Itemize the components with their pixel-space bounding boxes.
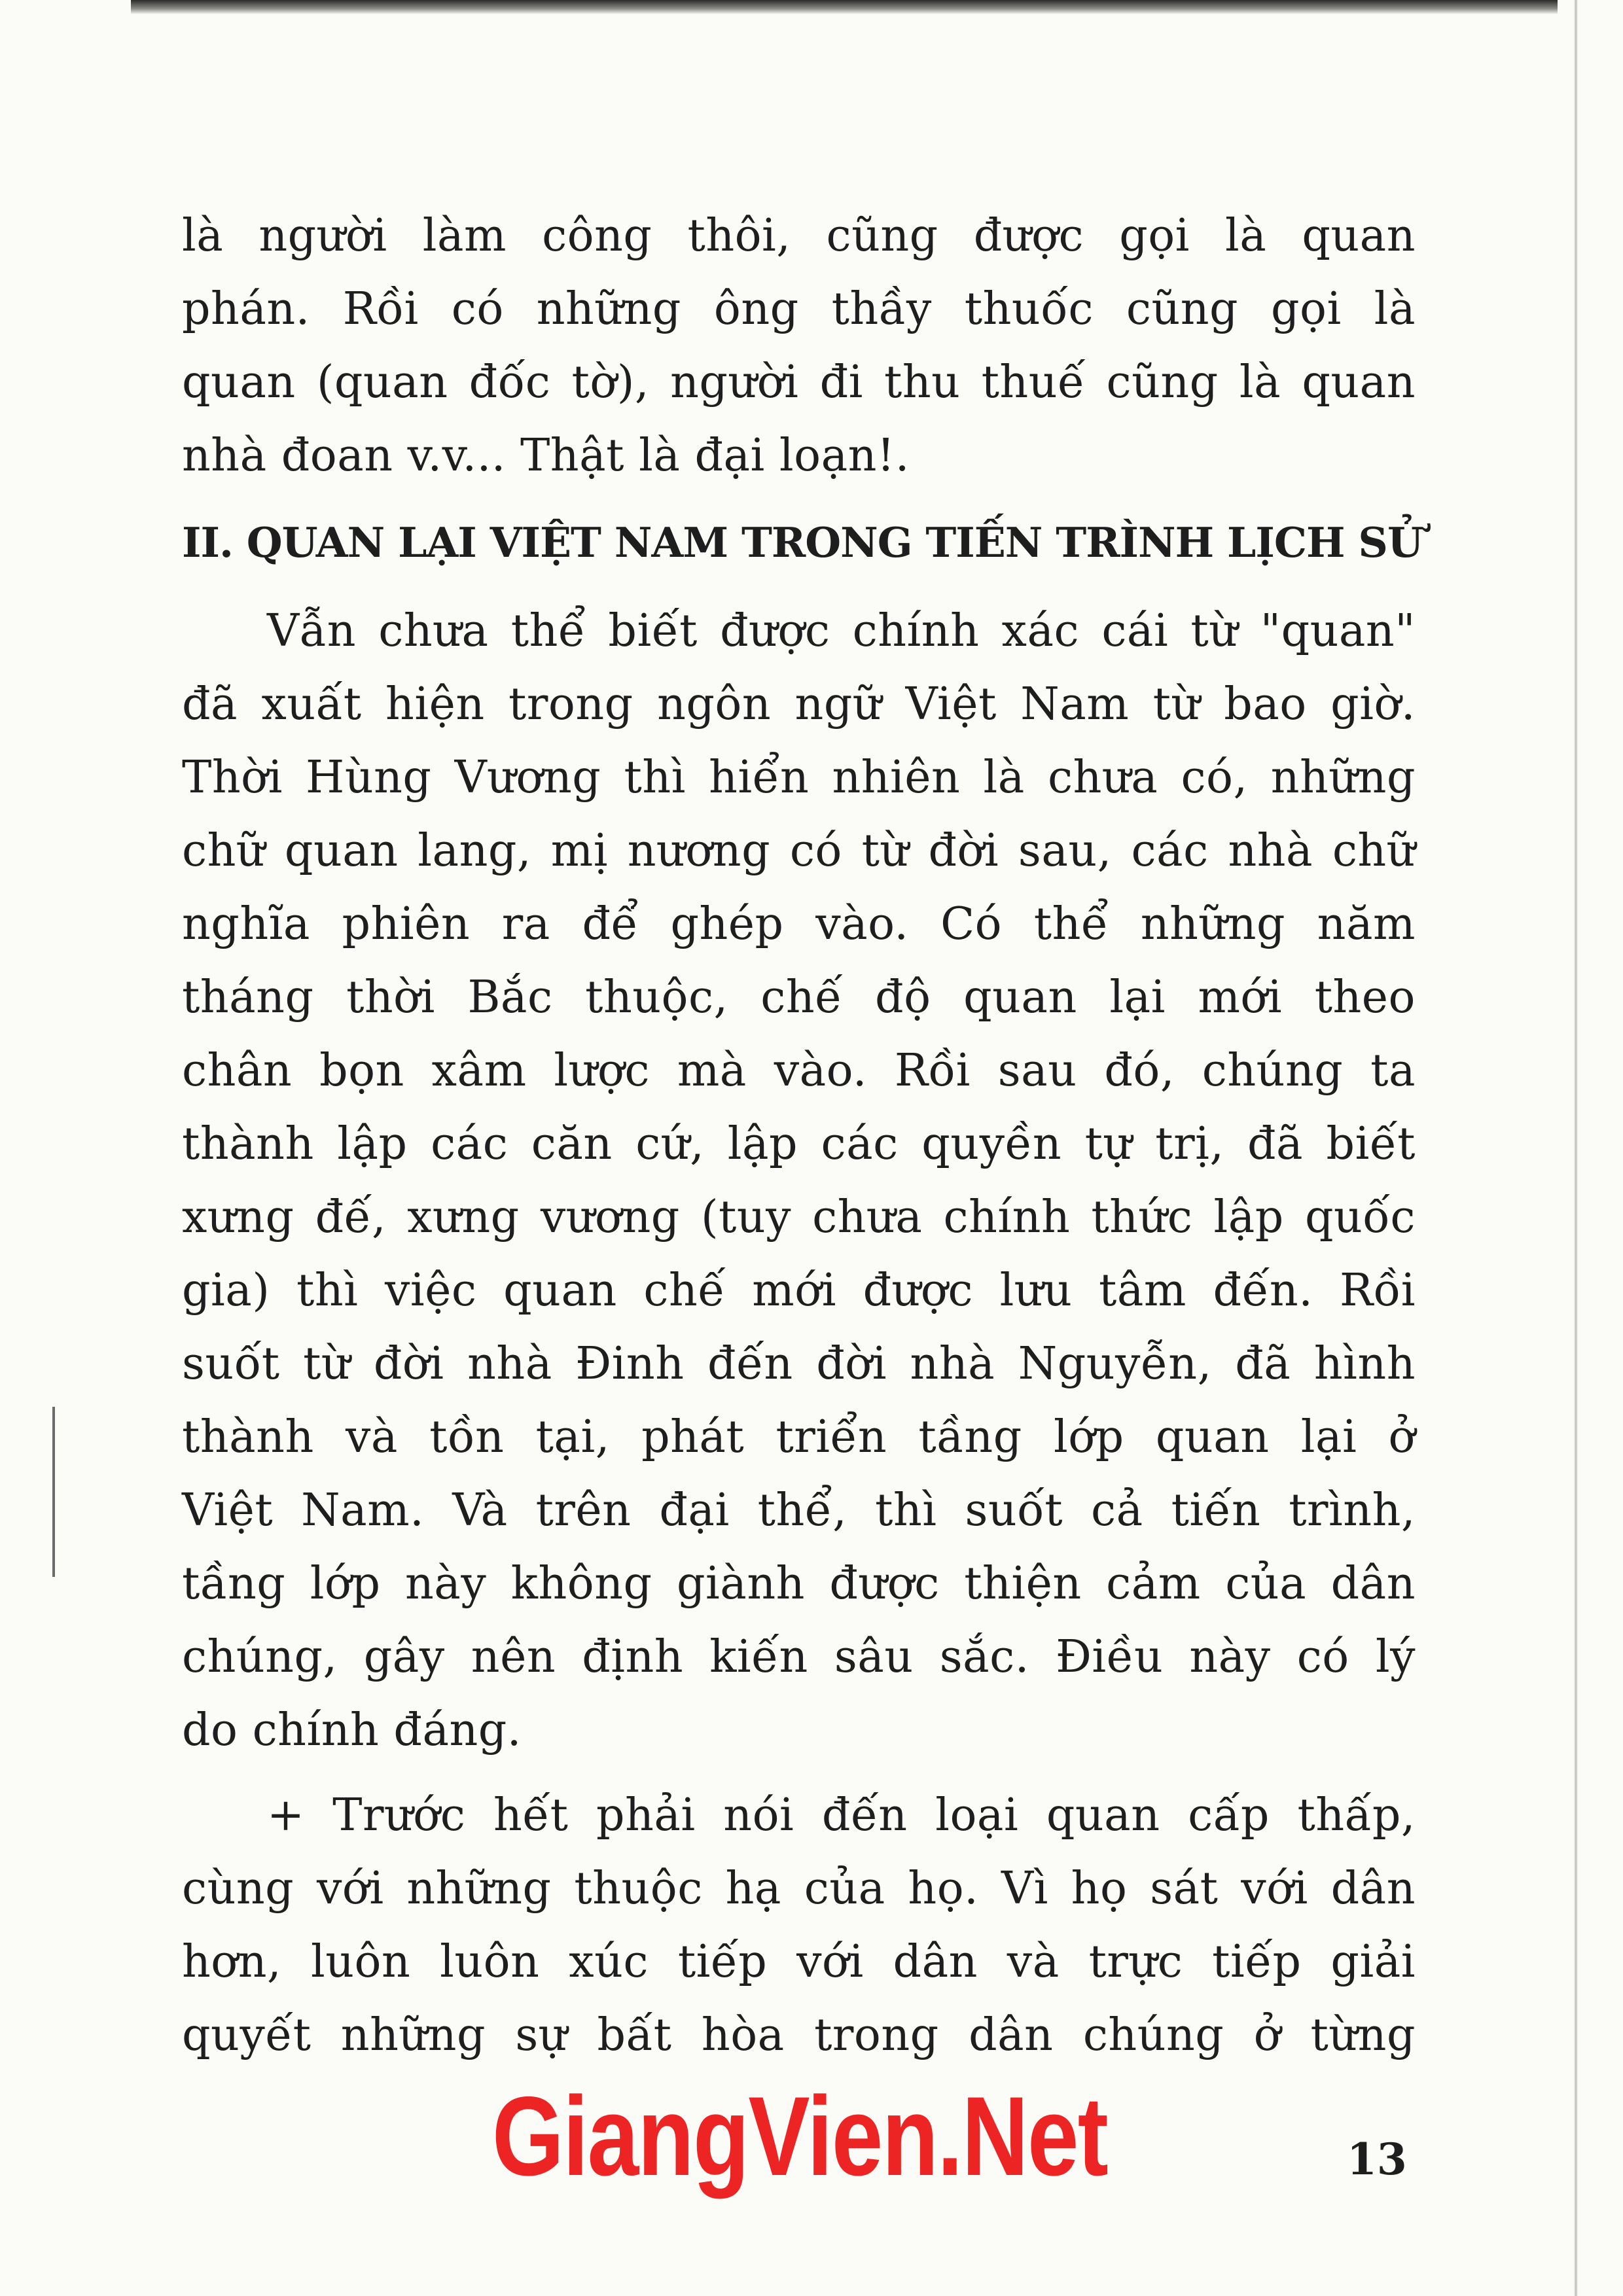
page-right-edge <box>1574 0 1578 2296</box>
text-line: do chính đáng. <box>182 1704 522 1756</box>
text-line: xưng đế, xưng vương (tuy chưa chính thức lập quốc <box>182 1192 1416 1243</box>
text-line: Việt Nam. Và trên đại thể, thì suốt cả tiến trình, <box>182 1485 1416 1536</box>
text-line: chữ quan lang, mị nương có từ đời sau, các nhà chữ <box>182 825 1416 877</box>
text-line: chân bọn xâm lược mà vào. Rồi sau đó, chúng ta <box>182 1045 1416 1097</box>
page-text <box>182 200 1423 2072</box>
text-line: hơn, luôn luôn xúc tiếp với dân và trực tiếp giải <box>182 1936 1416 1988</box>
text-line: gia) thì việc quan chế mới được lưu tâm đến. Rồi <box>182 1265 1416 1316</box>
section-heading: II. QUAN LẠI VIỆT NAM TRONG TIẾN TRÌNH LỊCH SỬ <box>182 518 1423 567</box>
text-line: chúng, gây nên định kiến sâu sắc. Điều này có lý <box>182 1631 1416 1683</box>
text-line: là người làm công thôi, cũng được gọi là quan <box>182 210 1416 262</box>
paragraph-gap <box>182 1767 1416 1779</box>
scan-margin-mark <box>52 1407 55 1577</box>
text-line: Vẫn chưa thể biết được chính xác cái từ "quan" <box>267 605 1416 657</box>
text-line: quyết những sự bất hòa trong dân chúng ở từng <box>182 2009 1416 2061</box>
text-line: cùng với những thuộc hạ của họ. Vì họ sát với dân <box>182 1863 1416 1915</box>
text-line: nghĩa phiên ra để ghép vào. Có thể những năm <box>182 898 1416 950</box>
page-top-edge <box>131 0 1558 14</box>
text-line: thành lập các căn cứ, lập các quyền tự trị, đã biết <box>182 1118 1416 1170</box>
watermark-logo: GiangVien.Net <box>492 2074 1108 2199</box>
text-line: suốt từ đời nhà Đinh đến đời nhà Nguyễn, đã hình <box>182 1338 1416 1390</box>
text-line: đã xuất hiện trong ngôn ngữ Việt Nam từ bao giờ. <box>182 679 1416 730</box>
text-line: tháng thời Bắc thuộc, chế độ quan lại mới theo <box>182 972 1416 1023</box>
text-line: tầng lớp này không giành được thiện cảm của dân <box>182 1558 1416 1610</box>
text-line: Thời Hùng Vương thì hiển nhiên là chưa có, những <box>182 752 1416 804</box>
text-line: quan (quan đốc tờ), người đi thu thuế cũng là quan <box>182 357 1416 408</box>
text-line: thành và tồn tại, phát triển tầng lớp quan lại ở <box>182 1411 1416 1463</box>
page-number: 13 <box>1347 2134 1407 2185</box>
text-line: phán. Rồi có những ông thầy thuốc cũng gọi là <box>182 283 1416 335</box>
text-line: nhà đoan v.v... Thật là đại loạn!. <box>182 430 910 482</box>
text-line: + Trước hết phải nói đến loại quan cấp thấp, <box>267 1790 1416 1841</box>
